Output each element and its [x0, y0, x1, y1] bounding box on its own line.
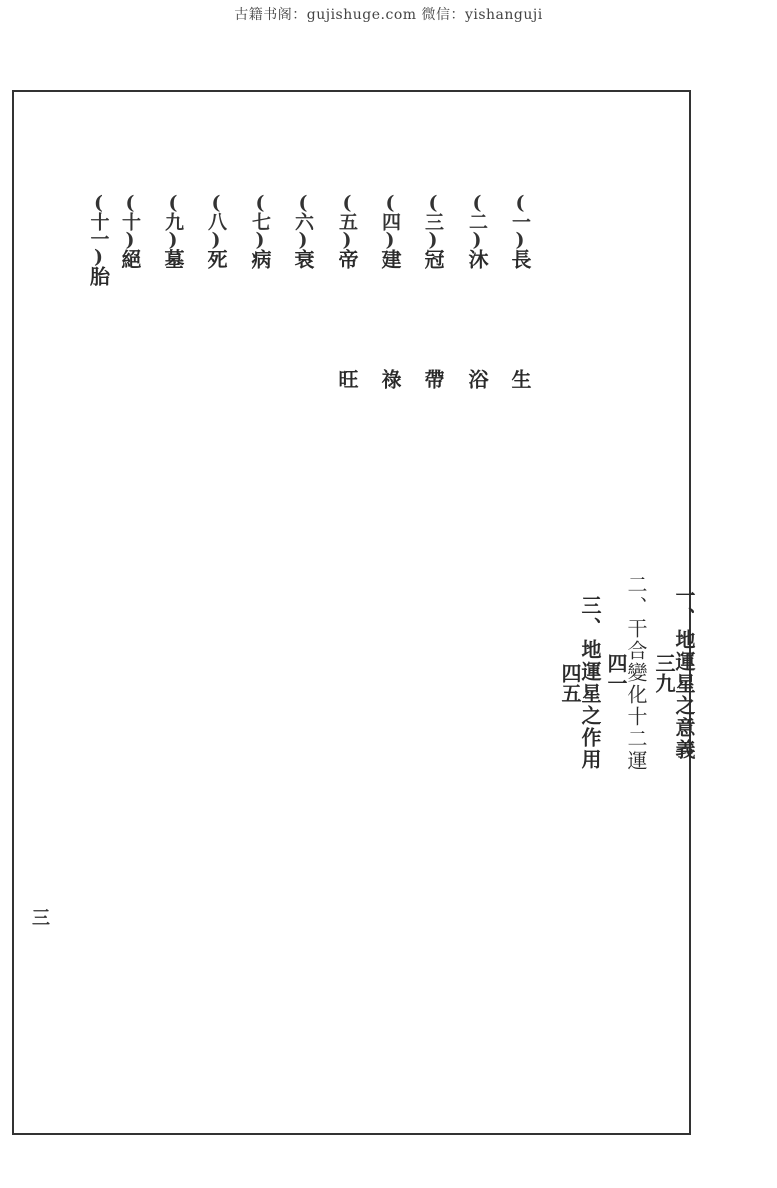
subitem-3-term: 冠 [421, 249, 445, 269]
subitem-9-index: (九) [162, 192, 184, 249]
subitem-5-term2: 旺 [335, 369, 359, 389]
subitem-1-index: (一) [509, 192, 531, 249]
subitem-6-term: 衰 [291, 249, 315, 269]
toc-entry-3[interactable] [560, 178, 600, 1188]
subitem-8[interactable] [202, 192, 231, 269]
subitem-2-index: (二) [466, 192, 488, 249]
toc-entry-3-label: 三、地運星之作用 [578, 595, 602, 771]
page-folio: 三 [32, 908, 50, 929]
subitem-5-index: (五) [336, 192, 358, 249]
subitem-11[interactable] [72, 192, 126, 286]
subitem-7-term: 病 [248, 249, 272, 269]
subitem-4-term2: 祿 [378, 369, 402, 389]
page-frame [12, 90, 696, 1135]
subitem-8-term: 死 [204, 249, 228, 269]
subitem-7[interactable] [246, 192, 275, 269]
toc-entry-3-page: 四五 [558, 663, 582, 703]
subitem-2-term: 沐 [465, 249, 489, 269]
toc-entry-1-label: 一、地運星之意義 [672, 585, 696, 761]
subitem-2-term2: 浴 [465, 369, 489, 389]
subitem-2[interactable] [463, 192, 492, 389]
subitem-8-index: (八) [205, 192, 227, 249]
toc-entry-1-page: 三九 [652, 653, 676, 693]
subitem-1[interactable] [506, 192, 535, 389]
toc-entry-1[interactable] [654, 178, 694, 1168]
subitem-7-index: (七) [249, 192, 271, 249]
subitem-5[interactable] [333, 192, 362, 389]
watermark-text: 古籍书阁：gujishuge.com 微信：yishanguji [234, 7, 543, 23]
subitem-5-term: 帝 [335, 249, 359, 269]
subitem-3[interactable] [419, 192, 448, 389]
toc-entry-2[interactable] [606, 178, 646, 1168]
subitem-1-term2: 生 [508, 369, 532, 389]
subitem-4[interactable] [376, 192, 405, 389]
subitem-6-index: (六) [292, 192, 314, 249]
subitem-6[interactable] [289, 192, 318, 269]
subitem-3-term2: 帶 [421, 369, 445, 389]
subitem-9[interactable] [159, 192, 188, 269]
toc-entry-2-page: 四一 [604, 653, 628, 693]
toc-entry-2-label: 二、干合變化十二運 [624, 574, 648, 772]
subitem-3-index: (三) [422, 192, 444, 249]
subitem-4-term: 建 [378, 249, 402, 269]
subitem-10-index: (十) [119, 192, 141, 249]
subitem-9-term: 墓 [161, 249, 185, 269]
subitem-4-index: (四) [379, 192, 401, 249]
subitem-11-term: 胎 [86, 266, 111, 286]
subitem-11-index: (十一) [87, 192, 110, 266]
subitem-1-term: 長 [508, 249, 532, 269]
subitem-10-term: 絕 [118, 249, 142, 269]
